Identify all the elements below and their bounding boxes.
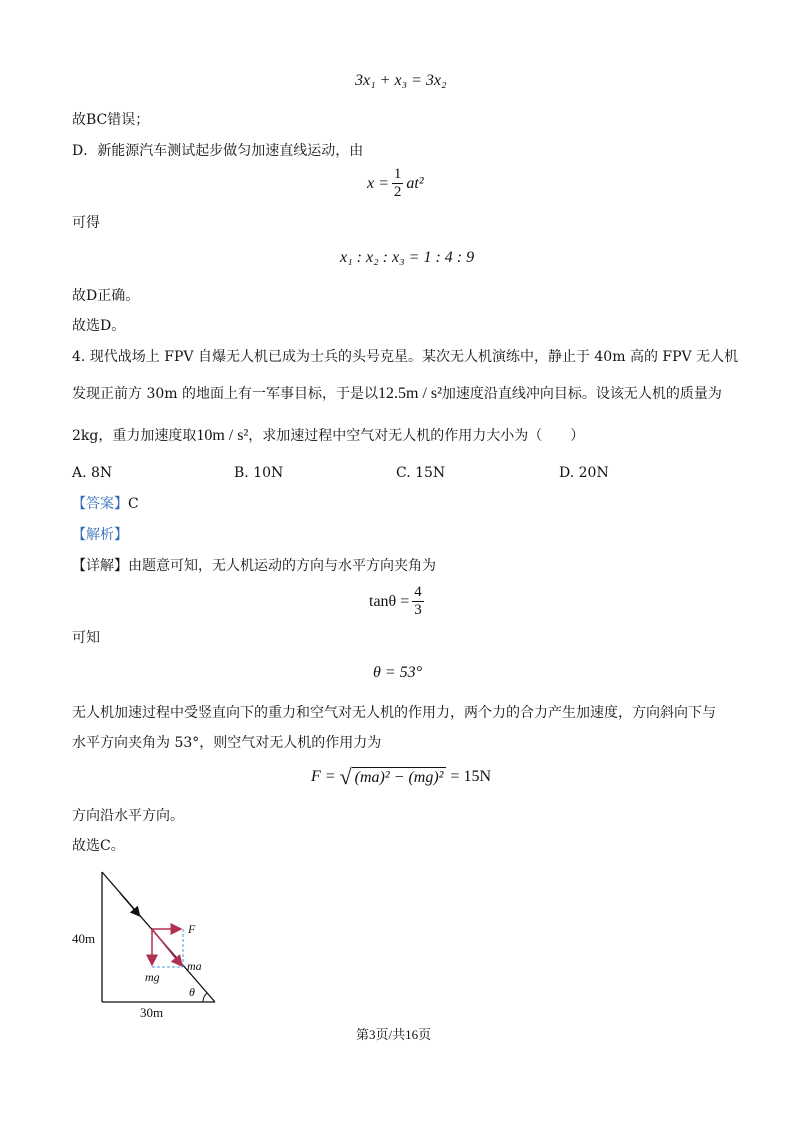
analysis-tag: 【解析】 bbox=[72, 527, 128, 543]
sqrt-expression bbox=[340, 764, 447, 790]
net-ma-vector bbox=[152, 929, 182, 966]
fraction-four-thirds bbox=[412, 584, 424, 619]
choose-c-text: 故选C。 bbox=[72, 838, 125, 854]
question-4-line3 bbox=[72, 426, 584, 446]
page-footer: 第3页/共16页 bbox=[356, 1027, 432, 1042]
d-correct-text: 故D正确。 bbox=[72, 288, 140, 304]
option-a: A. 8N bbox=[72, 465, 113, 481]
detail-line bbox=[72, 556, 436, 576]
q4-line2-end: 加速度沿直线冲向目标。设该无人机的质量为 bbox=[441, 386, 722, 402]
option-d-intro: D．新能源汽车测试起步做匀加速直线运动，由 bbox=[72, 143, 364, 159]
detail-text: 由题意可知，无人机运动的方向与水平方向夹角为 bbox=[128, 558, 436, 574]
angle-arc bbox=[203, 993, 207, 1002]
option-c: C. 15N bbox=[396, 465, 446, 481]
paragraph-forces-2: 水平方向夹角为 53°，则空气对无人机的作用力为 bbox=[72, 735, 382, 751]
fraction-numerator: 1 bbox=[393, 166, 402, 182]
q4-line2-start: 发现正前方 30m 的地面上有一军事目标，于是以 bbox=[72, 386, 378, 402]
label-f: F bbox=[188, 922, 196, 936]
force-diagram bbox=[60, 862, 240, 1027]
detail-tag: 【详解】 bbox=[72, 558, 128, 574]
option-d: D. 20N bbox=[559, 465, 609, 481]
force-rhs: = 15N bbox=[450, 768, 492, 785]
equation-ratio: x₁ : x₂ : x₃ = 1 : 4 : 9 bbox=[340, 249, 475, 266]
option-b: B. 10N bbox=[234, 465, 284, 481]
label-mg: mg bbox=[145, 970, 160, 984]
direction-text: 方向沿水平方向。 bbox=[72, 808, 184, 824]
equation-sum: 3x₁ + x₃ = 3x₂ bbox=[355, 72, 447, 89]
question-4-line2 bbox=[72, 384, 722, 404]
radical-sign: √ bbox=[339, 764, 352, 789]
label-ma: ma bbox=[187, 959, 202, 973]
radicand: (ma)² − (mg)² bbox=[352, 767, 447, 787]
paragraph-forces-1: 无人机加速过程中受竖直向下的重力和空气对无人机的作用力，两个力的合力产生加速度，方向斜向下与 bbox=[72, 705, 716, 721]
answer-line bbox=[72, 494, 139, 514]
motion-arrow bbox=[120, 893, 138, 914]
label-theta: θ bbox=[189, 985, 195, 999]
acceleration-value: 12.5m / s² bbox=[378, 385, 442, 402]
gravity-value: 10m / s² bbox=[196, 427, 249, 444]
can-know-text: 可知 bbox=[72, 630, 100, 646]
x-lhs: x = bbox=[367, 174, 389, 192]
equation-theta: θ = 53° bbox=[373, 664, 423, 681]
tan-lhs: tanθ = bbox=[369, 592, 410, 610]
q4-line3-end: ，求加速过程中空气对无人机的作用力大小为（ ） bbox=[248, 428, 585, 444]
fraction-half bbox=[392, 166, 404, 201]
force-lhs: F = bbox=[311, 768, 336, 785]
x-rhs: at² bbox=[406, 174, 424, 192]
bc-wrong-text: 故BC错误； bbox=[72, 112, 150, 128]
equation-displacement bbox=[367, 166, 424, 201]
tan-numerator: 4 bbox=[414, 584, 422, 600]
choose-d-text: 故选D。 bbox=[72, 318, 126, 334]
question-4-line1: 4. 现代战场上 FPV 自爆无人机已成为士兵的头号克星。某次无人机演练中，静止于 40m 高的 FPV 无人机 bbox=[72, 349, 739, 365]
label-30m: 30m bbox=[140, 1005, 164, 1020]
tan-denominator: 3 bbox=[414, 602, 422, 618]
fraction-denominator: 2 bbox=[393, 184, 402, 200]
answer-tag: 【答案】 bbox=[72, 496, 128, 512]
q4-line3-start: 2kg，重力加速度取 bbox=[72, 428, 197, 444]
answer-value: C bbox=[128, 496, 139, 512]
label-40m: 40m bbox=[72, 931, 96, 946]
equation-tan bbox=[369, 584, 427, 619]
equation-force bbox=[311, 764, 491, 790]
can-get-text: 可得 bbox=[72, 215, 100, 231]
